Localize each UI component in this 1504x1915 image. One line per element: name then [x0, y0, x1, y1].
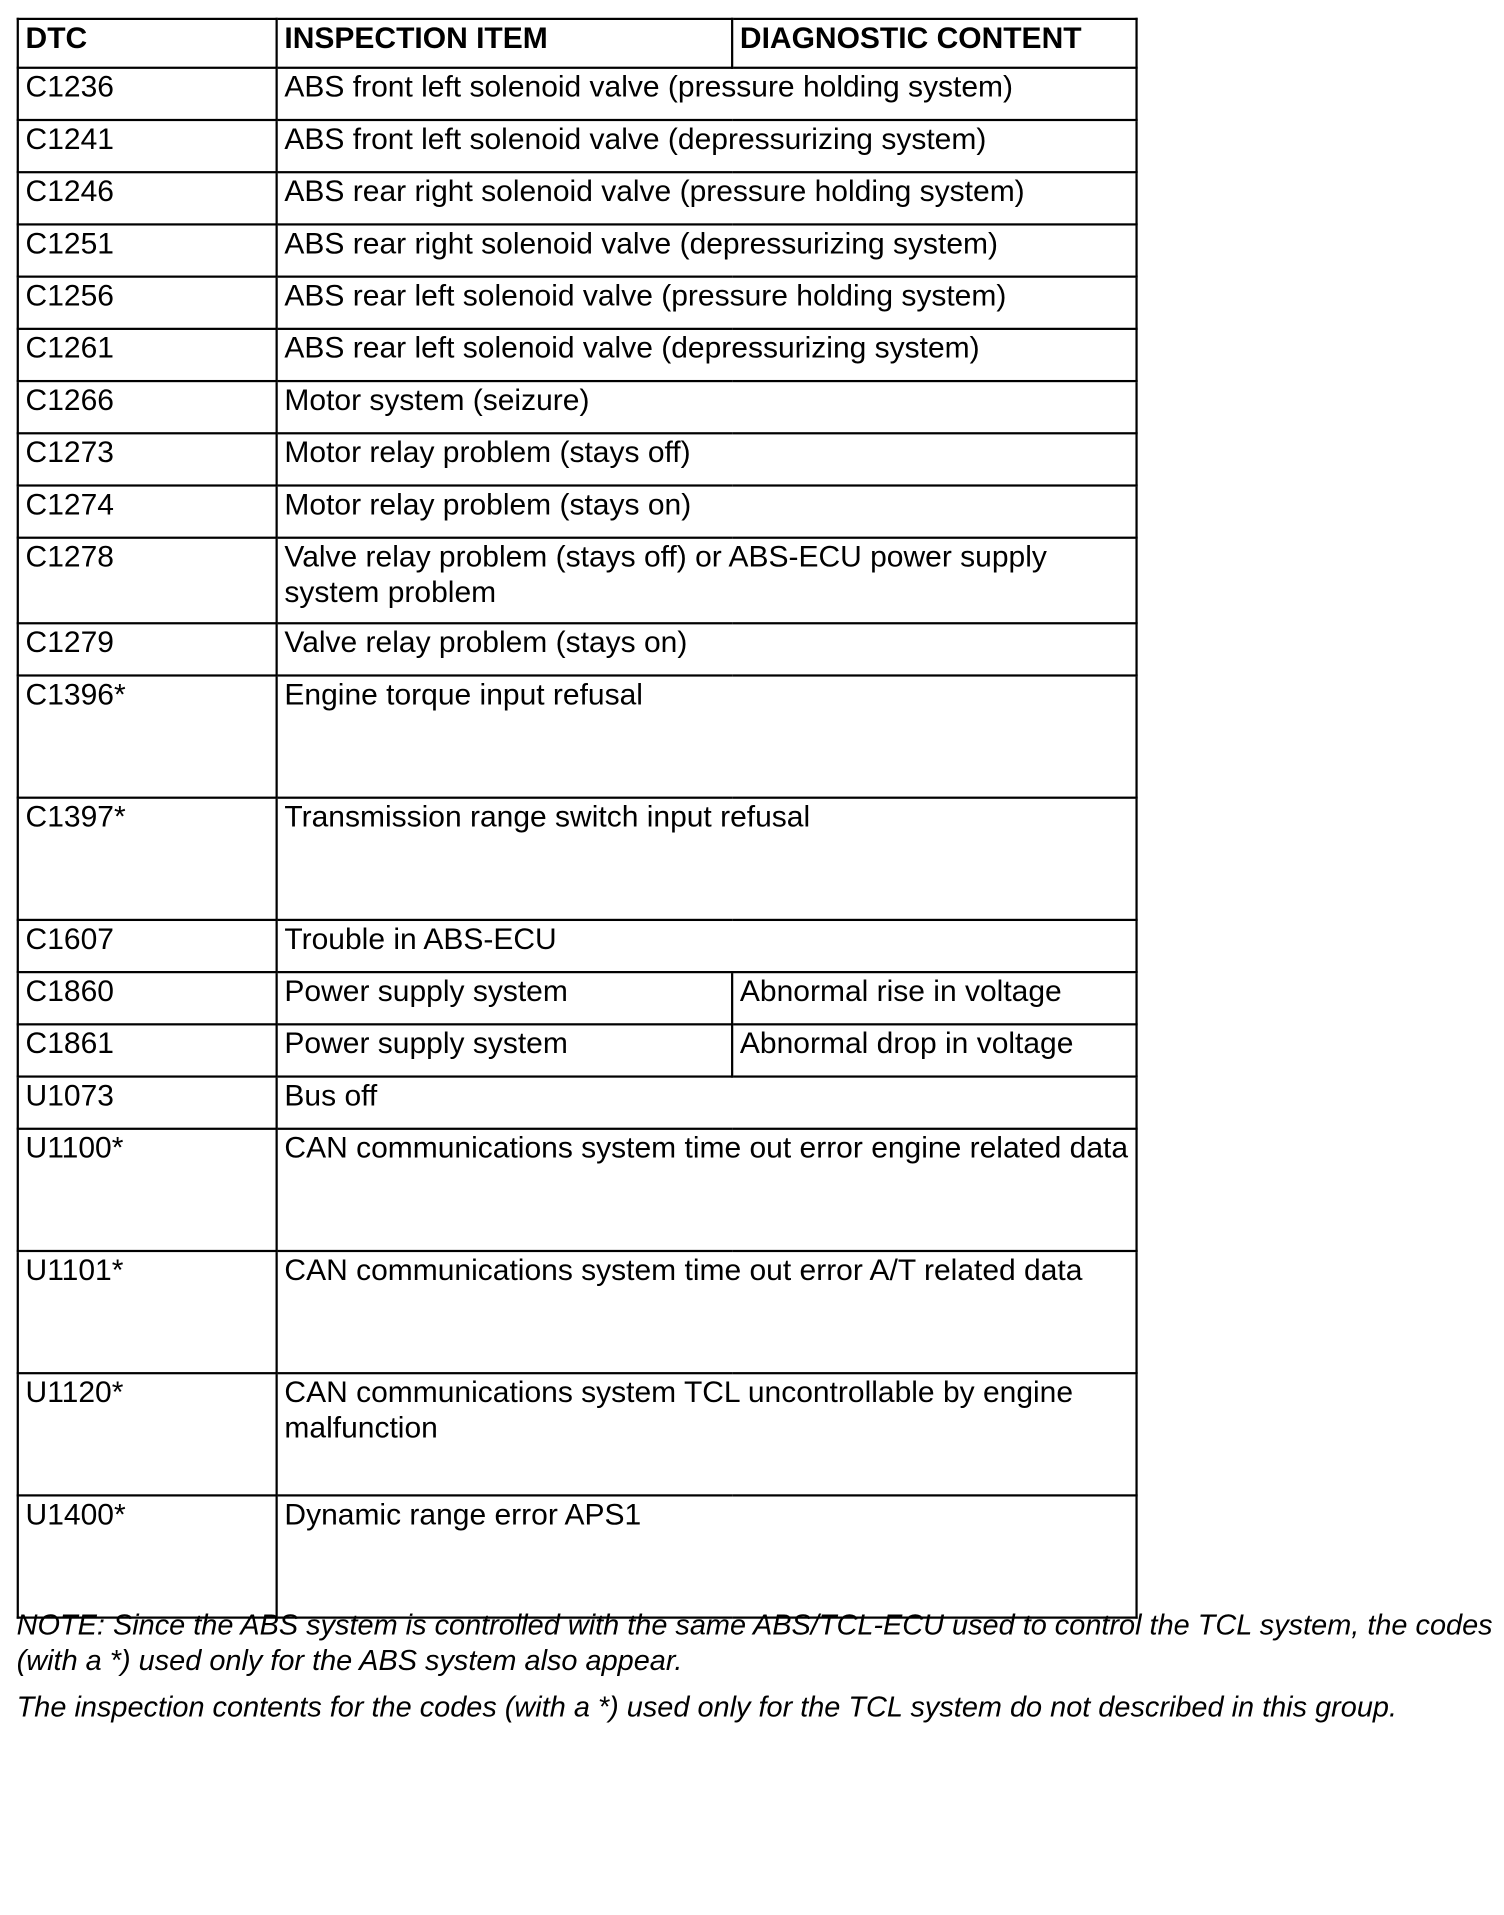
dtc-code: U1073	[18, 1077, 277, 1129]
header-dtc: DTC	[18, 19, 277, 68]
dtc-table	[17, 18, 1138, 1619]
note-abs-shared-ecu: NOTE: Since the ABS system is controlled with the same ABS/TCL-ECU used to control the TCL system, the codes (with a *) used only for the ABS system also appear.	[16, 1607, 1493, 1677]
inspection-item: Power supply system	[277, 972, 733, 1024]
inspection-item: Trouble in ABS-ECU	[277, 920, 1137, 972]
inspection-item: Dynamic range error APS1	[277, 1495, 1137, 1617]
dtc-code: C1278	[18, 538, 277, 624]
table-row	[18, 1373, 1137, 1495]
dtc-code: C1266	[18, 381, 277, 433]
dtc-code: C1274	[18, 486, 277, 538]
table-row	[18, 798, 1137, 920]
table-row	[18, 224, 1137, 276]
header-inspection-item: INSPECTION ITEM	[277, 19, 733, 68]
table-row	[18, 920, 1137, 972]
inspection-item: CAN communications system time out error engine related data	[277, 1129, 1137, 1251]
table-row	[18, 433, 1137, 485]
inspection-item: Motor system (seizure)	[277, 381, 1137, 433]
dtc-code: U1120*	[18, 1373, 277, 1495]
dtc-code: C1246	[18, 172, 277, 224]
diagnostic-content: Abnormal rise in voltage	[732, 972, 1136, 1024]
dtc-code: C1261	[18, 329, 277, 381]
inspection-item: Motor relay problem (stays off)	[277, 433, 1137, 485]
table-row	[18, 172, 1137, 224]
dtc-code: C1607	[18, 920, 277, 972]
inspection-item: ABS rear right solenoid valve (pressure holding system)	[277, 172, 1137, 224]
inspection-item: CAN communications system TCL uncontrollable by engine malfunction	[277, 1373, 1137, 1495]
dtc-code: C1251	[18, 224, 277, 276]
inspection-item: Bus off	[277, 1077, 1137, 1129]
table-row	[18, 120, 1137, 172]
note-section	[17, 1607, 1504, 1736]
table-row	[18, 1024, 1137, 1076]
dtc-code: C1241	[18, 120, 277, 172]
dtc-code: C1273	[18, 433, 277, 485]
table-row	[18, 68, 1137, 120]
table-row	[18, 1129, 1137, 1251]
table-row	[18, 1077, 1137, 1129]
table-row	[18, 277, 1137, 329]
dtc-code: U1400*	[18, 1495, 277, 1617]
dtc-code: C1396*	[18, 675, 277, 797]
dtc-code: C1236	[18, 68, 277, 120]
inspection-item: CAN communications system time out error A/T related data	[277, 1251, 1137, 1373]
table-row	[18, 486, 1137, 538]
inspection-item: Engine torque input refusal	[277, 675, 1137, 797]
inspection-item: ABS front left solenoid valve (pressure holding system)	[277, 68, 1137, 120]
table-row	[18, 972, 1137, 1024]
dtc-code: C1397*	[18, 798, 277, 920]
inspection-item: ABS rear left solenoid valve (depressurizing system)	[277, 329, 1137, 381]
inspection-item: Valve relay problem (stays on)	[277, 623, 1137, 675]
header-diagnostic-content: DIAGNOSTIC CONTENT	[732, 19, 1136, 68]
note-tcl-codes: The inspection contents for the codes (with a *) used only for the TCL system do not described in this group.	[16, 1689, 1397, 1724]
diagnostic-content: Abnormal drop in voltage	[732, 1024, 1136, 1076]
inspection-item: Motor relay problem (stays on)	[277, 486, 1137, 538]
table-row	[18, 329, 1137, 381]
dtc-code: C1279	[18, 623, 277, 675]
dtc-code: U1101*	[18, 1251, 277, 1373]
table-row	[18, 623, 1137, 675]
dtc-code: C1256	[18, 277, 277, 329]
inspection-item: Transmission range switch input refusal	[277, 798, 1137, 920]
table-header-row	[18, 19, 1137, 68]
dtc-code: C1860	[18, 972, 277, 1024]
dtc-code: C1861	[18, 1024, 277, 1076]
table-row	[18, 1495, 1137, 1617]
table-row	[18, 1251, 1137, 1373]
inspection-item: ABS rear left solenoid valve (pressure holding system)	[277, 277, 1137, 329]
inspection-item: Valve relay problem (stays off) or ABS-ECU power supply system problem	[277, 538, 1137, 624]
inspection-item: ABS rear right solenoid valve (depressurizing system)	[277, 224, 1137, 276]
table-row	[18, 381, 1137, 433]
table-row	[18, 538, 1137, 624]
inspection-item: Power supply system	[277, 1024, 733, 1076]
table-row	[18, 675, 1137, 797]
inspection-item: ABS front left solenoid valve (depressurizing system)	[277, 120, 1137, 172]
dtc-code: U1100*	[18, 1129, 277, 1251]
